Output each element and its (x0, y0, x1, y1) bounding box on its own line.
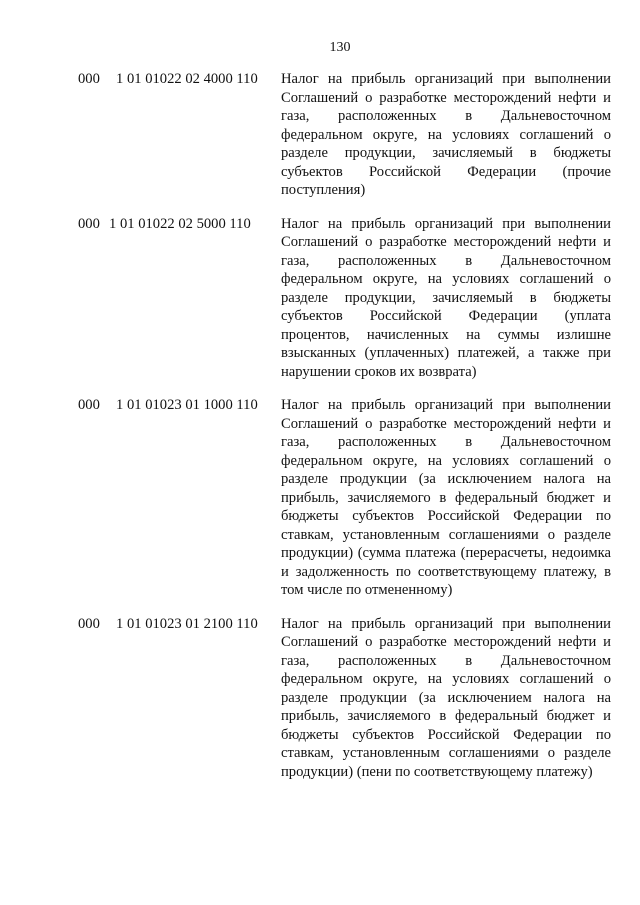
budget-classification-code: 1 01 01022 02 4000 110 (116, 71, 258, 87)
income-description: Налог на прибыль организаций при выполнении Соглашений о разработке месторождений нефти и газа, расположенных в Дальневосточном федеральном округе, на условиях соглашений о разделе продукции (за исключением налога на прибыль, зачисляемого в федеральный бюджет и бюджеты субъектов Российской Федерации по ставкам, установленным соглашениями о разделе продукции) (сумма платежа (перерасчеты, недоимка и задолженность по соответствующему платежу, в том числе по отмененному) (281, 397, 611, 598)
code-table (0, 70, 640, 796)
budget-classification-code: 1 01 01022 02 5000 110 (109, 215, 251, 232)
table-row (0, 70, 640, 200)
income-description: Налог на прибыль организаций при выполнении Соглашений о разработке месторождений нефти и газа, расположенных в Дальневосточном федеральном округе, на условиях соглашений о разделе продукции, зачисляемый в бюджеты субъектов Российской Федерации (уплата процентов, начисленных на суммы излишне взысканных (уплаченных) платежей, а также при нарушении сроков их возврата) (281, 215, 611, 380)
admin-code: 000 (78, 615, 100, 632)
budget-classification-code: 1 01 01023 01 2100 110 (116, 615, 258, 632)
budget-classification-code: 1 01 01023 01 1000 110 (116, 397, 258, 413)
income-description: Налог на прибыль организаций при выполнении Соглашений о разработке месторождений нефти и газа, расположенных в Дальневосточном федеральном округе, на условиях соглашений о разделе продукции, зачисляемый в бюджеты субъектов Российской Федерации (прочие поступления) (281, 71, 611, 198)
admin-code: 000 (78, 71, 100, 87)
admin-code: 000 (78, 397, 100, 413)
table-row (0, 215, 640, 382)
page-number: 130 (329, 40, 351, 55)
table-row (0, 396, 640, 600)
admin-code: 000 (78, 215, 100, 232)
table-row (0, 615, 640, 782)
income-description: Налог на прибыль организаций при выполнении Соглашений о разработке месторождений нефти и газа, расположенных в Дальневосточном федеральном округе, на условиях соглашений о разделе продукции (за исключением налога на прибыль, зачисляемого в федеральный бюджет и бюджеты субъектов Российской Федерации по ставкам, установленным соглашениями о разделе продукции) (пени по соответствующему платежу) (281, 615, 611, 780)
